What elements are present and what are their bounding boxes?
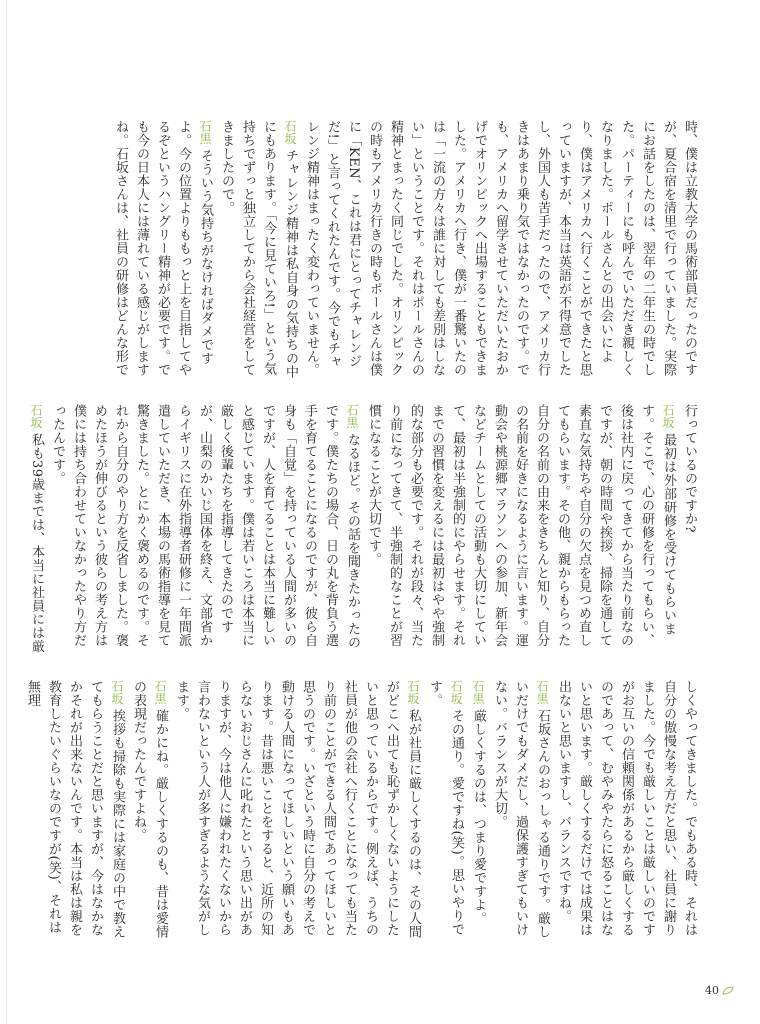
speaker-label: 石黒 bbox=[198, 120, 212, 145]
paragraph bbox=[424, 680, 467, 942]
page-number: 40 bbox=[705, 984, 719, 997]
paragraph bbox=[363, 404, 679, 656]
text-tier-middle bbox=[29, 404, 700, 656]
paragraph-text: 石坂さんのおっしゃる通りです。厳しいだけでもダメだし、過保護すぎてもいけない。バランスが大切。 bbox=[492, 680, 550, 939]
paragraph-text: 厳しくするのは、つまり愛ですよ。 bbox=[471, 709, 486, 925]
paragraph-text: しくやってきました。でもある時、それは自分の傲慢な考え方だと思い、社員に謝りました。今でも厳しいことは厳しいのですがお互いの信頼関係があるから厳しくするのであって、むやみやたらに怒ることはないと思います。厳しくするだけでは成果は出ないと思いますし、バランスですね。 bbox=[556, 680, 697, 937]
leaf-icon bbox=[722, 986, 734, 995]
text-tier-top bbox=[113, 120, 700, 382]
paragraph-text: 確かにね。厳しくするのも、昔は愛情の表現だったんですよね。 bbox=[131, 680, 168, 939]
paragraph bbox=[110, 120, 216, 382]
paragraph-text: チャレンジ精神は私自身の気持ちの中にもあります。「今に見ていろ!」という気持ちでずっと独立してから会社経営をしてきましたので。 bbox=[219, 120, 298, 379]
speaker-label: 石坂 bbox=[661, 404, 675, 429]
page-edge bbox=[6, 0, 7, 1024]
paragraph-text: 挨拶も掃除も実際には家庭の中で教えてもらうことだと思いますが、今はなかなかそれが出来ないんです。本当は私は親を教育したいぐらいなのですが(笑)、それは無理 bbox=[25, 680, 125, 939]
paragraph bbox=[171, 680, 424, 942]
paragraph bbox=[216, 120, 301, 382]
speaker-label: 石坂 bbox=[406, 680, 420, 705]
paragraph-text: なるほど。その話を聞きたかったのです。僕たちの場合、日の丸を背負う選手を育てることになるのですが、彼ら自身も「自覚」を持っている人間が多いのですが、人を育てることは本当に難しいと感じています。僕は若いころは本当に厳しく後輩たちを指導してきたのですが、山梨のかいじ国体を終え、文部省からイギリスに在外指導者研修に一年間派遣していただき、本場の馬術指導を見て驚きました。とにかく褒めるのです。それから自分のやり方を反省しました。褒めたほうが伸びるという彼らの考え方は僕には持ち合わせていなかったやり方だったんです。 bbox=[50, 404, 360, 649]
paragraph-text: 私も39歳までは、本当に社員には厳 bbox=[29, 433, 44, 654]
paragraph bbox=[489, 680, 553, 942]
speaker-label: 石坂 bbox=[110, 680, 124, 705]
paragraph bbox=[22, 680, 128, 942]
speaker-label: 石坂 bbox=[283, 120, 297, 145]
speaker-label: 石黒 bbox=[345, 404, 359, 429]
paragraph bbox=[47, 404, 363, 656]
paragraph bbox=[467, 680, 489, 942]
speaker-label: 石坂 bbox=[449, 680, 463, 705]
paragraph-text: 行っているのですか? bbox=[682, 404, 697, 533]
paragraph-text: 最初は外部研修を受けてもらいます。そこで、心の研修を行ってもらい、後は社内に戻ってきてから当たり前なのですが、朝の時間や挨拶、掃除を通して素直な気持ちや自分の欠点を見つめ直してもらいます。その他、親からもらった自分の名前の由来をきちんと知り、自分の名前を好きになるように言います。運動会や桃源郷マラソンへの参加、新年会などチームとしての活動も大切にしていて、最初は半強制的にやらせます。それまでの習慣を変えるには最初はやや強制的な部分も必要です。それが段々、当たり前になってきて、半強制的なことが習慣になることが大切です。 bbox=[366, 404, 676, 647]
speaker-label: 石坂 bbox=[29, 404, 43, 429]
speaker-label: 石黒 bbox=[471, 680, 485, 705]
paragraph bbox=[679, 404, 700, 656]
paragraph-text: 時、僕は立教大学の馬術部員だったのですが、夏合宿を清里で行っていました。実際にお話をしたのは、翌年の二年生の時でした。パーティーにも呼んでいただき親しくなりました。ポールさんとの出会いにより、僕はアメリカへ行くことができたと思っていますが、本当は英語が不得意でしたし、外国人も苦手だったので、アメリカ行きはあまり乗り気ではなかったのです。でも、アメリカへ留学させていただいたおかげでオリンピックへ出場することもできました。アメリカへ行き、僕が一番驚いたのは「一流の方々は誰に対しても差別はしない」ということです。それはポールさんの精神とまったく同じでした。オリンピックの時もアメリカ行きの時もポールさんは僕に「KEN、これは君にとってチャレンジだ!」と言ってくれたんです。今でもチャレンジ精神はまったく変わっていません。 bbox=[304, 120, 697, 377]
text-tier-bottom bbox=[25, 680, 700, 942]
speaker-label: 石黒 bbox=[153, 680, 167, 705]
paragraph-text: 私が社員に厳しくするのは、その人間がどこへ出ても恥ずかしくないようにしたいと思っているからです。例えば、うちの社員が他の会社へ行くことになっても当たり前のことができる人間であってほしいと思うのです。いざという時に自分の考えで動ける人間になってほしいという願いもあります。昔は悪いことをすると、近所の知らないおじさんに叱れたという思い出がありますが、今は他人に嫌われたくないから言わないという人が多すぎるような気がします。 bbox=[174, 680, 421, 939]
speaker-label: 石黒 bbox=[535, 680, 549, 705]
paragraph bbox=[128, 680, 171, 942]
paragraph bbox=[301, 120, 700, 382]
paragraph-text: そういう気持ちがなければダメですよ。今の位置よりももっと上を目指してやるぞというハングリー精神が必要です。でも今の日本人には薄れている感じがしますね。石坂さんは、社員の研修はどんな形で bbox=[113, 120, 213, 377]
paragraph bbox=[553, 680, 700, 942]
paragraph-text: その通り。愛ですね(笑)。思いやりです。 bbox=[427, 680, 464, 937]
paragraph bbox=[25, 404, 47, 656]
